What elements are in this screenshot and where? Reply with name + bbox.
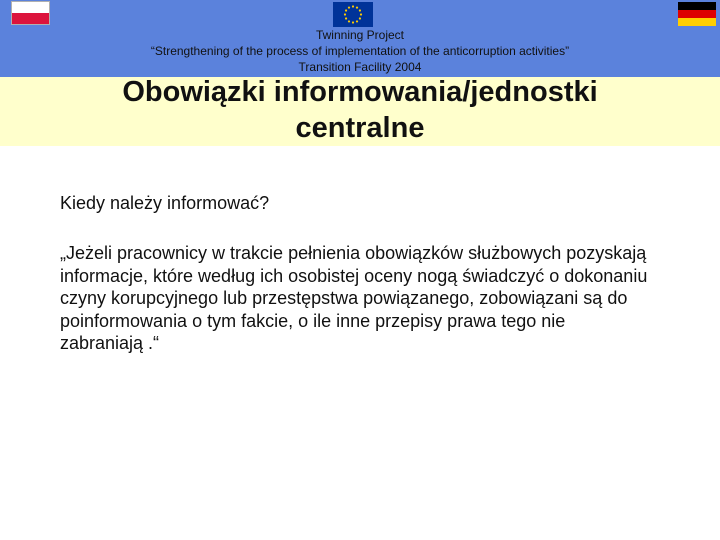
quote-line: „Jeżeli pracownicy w trakcie pełnienia obowiązków służbowych pozyskają — [60, 243, 647, 263]
quote-text — [60, 242, 716, 355]
eu-flag-icon — [333, 2, 373, 27]
title-line-2: centralne — [295, 112, 425, 144]
question-text: Kiedy należy informować? — [60, 193, 270, 213]
header-line-2: “Strengthening of the process of implementation of the anticorruption activities” — [150, 44, 570, 58]
header-line-3: Transition Facility 2004 — [298, 60, 422, 74]
title-line-1: Obowiązki informowania/jednostki — [122, 76, 598, 108]
quote-line: zabraniają .“ — [60, 333, 160, 353]
project-header-text — [0, 27, 720, 75]
quote-line: informacje, które według ich osobistej oceny nogą świadczyć o dokonaniu — [60, 265, 648, 286]
header-line-1: Twinning Project — [315, 28, 405, 42]
quote-line: poinformowania o tym fakcie, o ile inne przepisy prawa tego nie — [60, 310, 566, 331]
quote-line: czyny korupcyjnego lub przestępstwa powiązanego, zobowiązani są do — [60, 288, 628, 308]
slide-title — [0, 74, 720, 146]
germany-flag-icon — [678, 2, 716, 26]
poland-flag-icon — [11, 1, 50, 25]
